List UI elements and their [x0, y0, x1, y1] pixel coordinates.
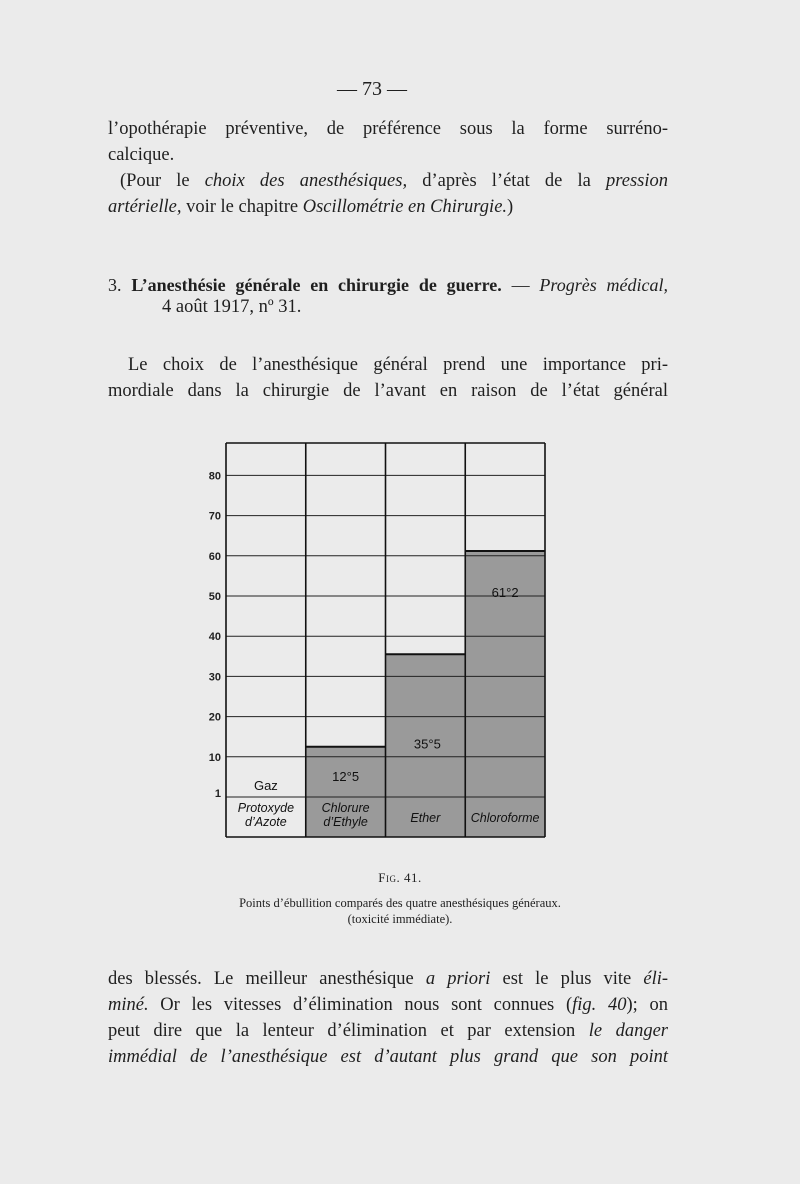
category-label-2-0: Ether — [410, 811, 441, 825]
y-tick-label-60: 60 — [208, 550, 221, 563]
y-tick-label-40: 40 — [208, 631, 221, 644]
y-tick-label-30: 30 — [208, 671, 221, 684]
y-tick-label-50: 50 — [208, 591, 221, 603]
top-text-line-3: (Pour le choix des anesthésiques, d’après l’état de la pression — [120, 171, 668, 191]
page-number: — 73 — — [337, 78, 407, 100]
category-label-0-0: Protoxyde — [237, 801, 295, 815]
value-label-0: Gaz — [253, 778, 278, 793]
value-label-1: 12°5 — [332, 769, 360, 784]
reference-line-1: 3. L’anesthésie générale en chirurgie de guerre. — Progrès médical, — [108, 275, 669, 295]
category-label-3-0: Chloroforme — [470, 811, 540, 825]
reference-line-2: 4 août 1917, nº 31. — [162, 297, 302, 317]
para2-line-3: peut dire que la lenteur d’élimination et par extension le danger — [108, 1021, 668, 1041]
figure-caption-line-2: (toxicité immédiate). — [347, 912, 453, 926]
para1-line-2: mordiale dans la chirurgie de l’avant en raison de l’état général — [108, 381, 668, 401]
value-label-3: 61°2 — [491, 584, 519, 600]
category-label-1-1: d’Ethyle — [323, 815, 368, 829]
y-tick-label-10: 10 — [208, 751, 221, 764]
para1-line-1: Le choix de l’anesthésique général prend une importance pri- — [128, 355, 668, 375]
para2-line-1: des blessés. Le meilleur anesthésique a priori est le plus vite éli- — [108, 969, 669, 989]
value-label-2: 35°5 — [413, 736, 441, 752]
figure-label: Fig. 41. — [378, 870, 422, 885]
para2-line-4: immédial de l’anesthésique est d’autant plus grand que son point — [108, 1047, 668, 1067]
top-text-line-2: calcique. — [108, 145, 175, 165]
top-text-line-4: artérielle, voir le chapitre Oscillométrie en Chirurgie.) — [108, 197, 514, 217]
y-tick-label-80: 80 — [208, 470, 221, 483]
y-tick-label-20: 20 — [208, 711, 221, 724]
figure-caption-line-1: Points d’ébullition comparés des quatre anesthésiques généraux. — [239, 896, 561, 910]
category-label-1-0: Chlorure — [321, 801, 370, 815]
category-label-0-1: d’Azote — [245, 815, 287, 829]
para2-line-2: miné. Or les vitesses d’élimination nous sont connues (fig. 40); on — [108, 995, 668, 1015]
y-tick-label-1: 1 — [214, 788, 221, 800]
top-text-line-1: l’opothérapie préventive, de préférence sous la forme surréno- — [108, 119, 668, 139]
y-tick-label-70: 70 — [208, 510, 221, 523]
